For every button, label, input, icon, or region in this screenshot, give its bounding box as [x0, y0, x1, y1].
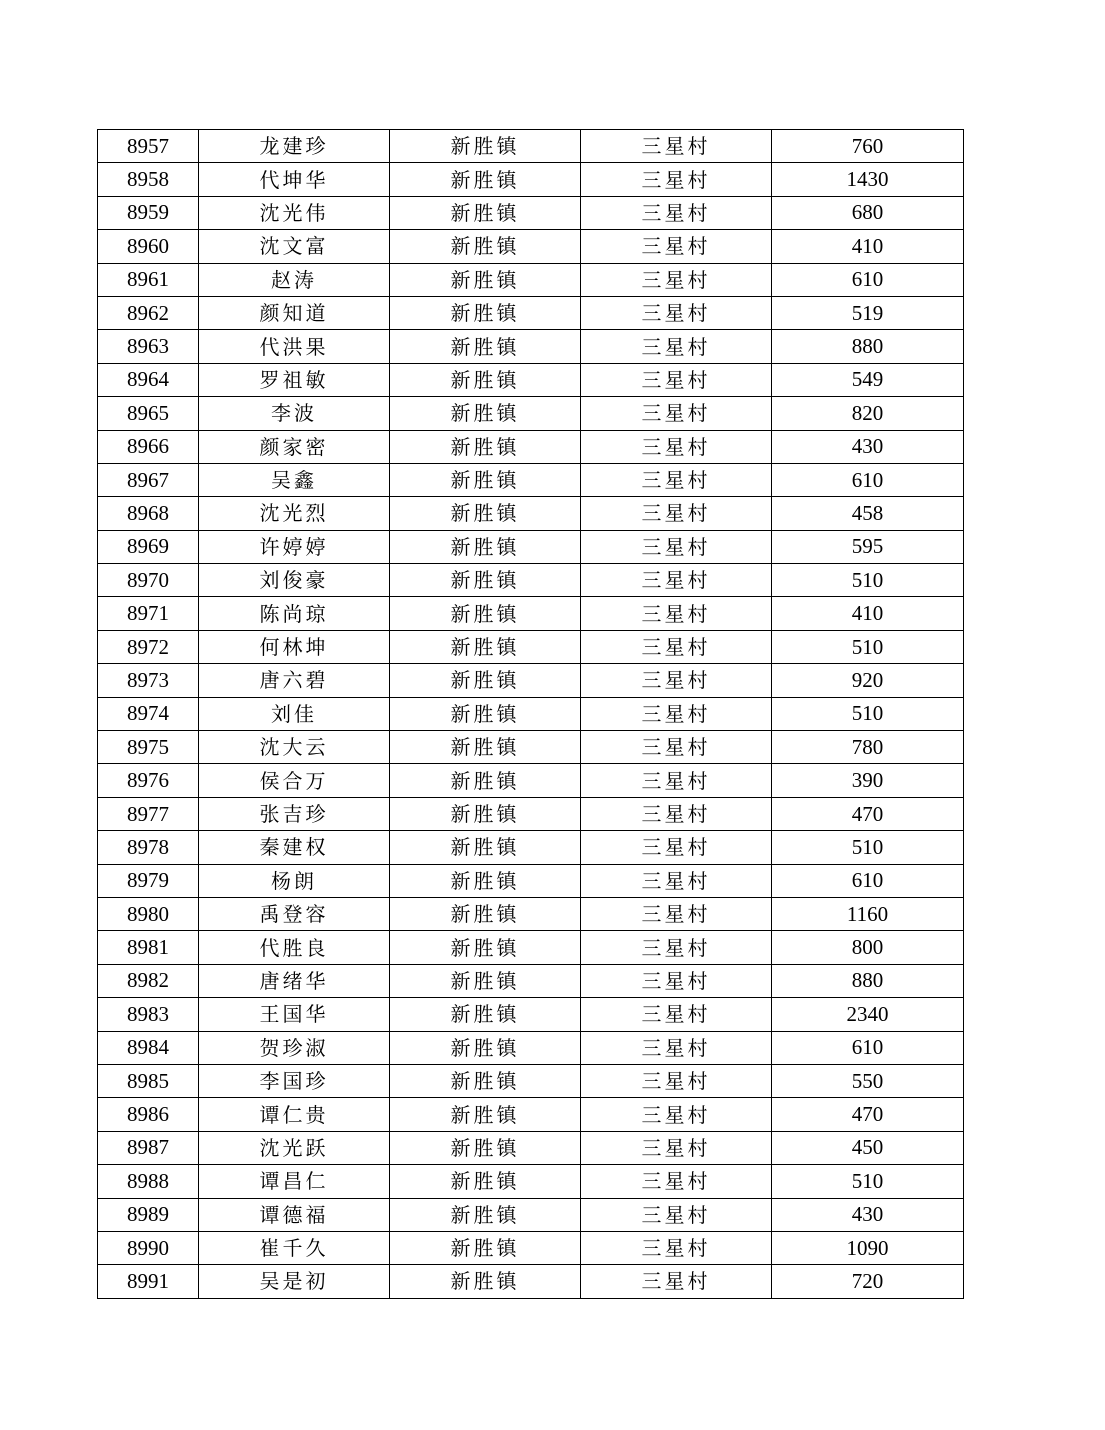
- person-name-cell: 贺珍淑: [199, 1031, 390, 1064]
- table-row: [98, 1198, 964, 1231]
- amount-cell: 450: [772, 1131, 964, 1164]
- amount-cell: 430: [772, 1198, 964, 1231]
- village-cell: 三星村: [581, 263, 772, 296]
- record-id-cell: 8990: [98, 1231, 199, 1264]
- record-id-cell: 8967: [98, 463, 199, 496]
- village-cell: 三星村: [581, 897, 772, 930]
- records-table: [97, 129, 964, 1299]
- village-cell: 三星村: [581, 363, 772, 396]
- amount-cell: 510: [772, 630, 964, 663]
- person-name-cell: 代洪果: [199, 330, 390, 363]
- town-cell: 新胜镇: [390, 1131, 581, 1164]
- record-id-cell: 8981: [98, 931, 199, 964]
- village-cell: 三星村: [581, 597, 772, 630]
- town-cell: 新胜镇: [390, 864, 581, 897]
- person-name-cell: 沈光跃: [199, 1131, 390, 1164]
- person-name-cell: 唐六碧: [199, 664, 390, 697]
- table-row: [98, 230, 964, 263]
- table-row: [98, 463, 964, 496]
- town-cell: 新胜镇: [390, 1265, 581, 1298]
- table-row: [98, 964, 964, 997]
- town-cell: 新胜镇: [390, 964, 581, 997]
- table-row: [98, 564, 964, 597]
- table-row: [98, 397, 964, 430]
- record-id-cell: 8966: [98, 430, 199, 463]
- record-id-cell: 8971: [98, 597, 199, 630]
- amount-cell: 510: [772, 697, 964, 730]
- town-cell: 新胜镇: [390, 397, 581, 430]
- person-name-cell: 何林坤: [199, 630, 390, 663]
- record-id-cell: 8964: [98, 363, 199, 396]
- town-cell: 新胜镇: [390, 497, 581, 530]
- amount-cell: 610: [772, 463, 964, 496]
- person-name-cell: 杨朗: [199, 864, 390, 897]
- village-cell: 三星村: [581, 1165, 772, 1198]
- table-row: [98, 330, 964, 363]
- amount-cell: 410: [772, 597, 964, 630]
- town-cell: 新胜镇: [390, 897, 581, 930]
- town-cell: 新胜镇: [390, 430, 581, 463]
- town-cell: 新胜镇: [390, 330, 581, 363]
- town-cell: 新胜镇: [390, 831, 581, 864]
- table-row: [98, 630, 964, 663]
- town-cell: 新胜镇: [390, 196, 581, 229]
- village-cell: 三星村: [581, 731, 772, 764]
- village-cell: 三星村: [581, 463, 772, 496]
- village-cell: 三星村: [581, 196, 772, 229]
- person-name-cell: 颜知道: [199, 296, 390, 329]
- table-row: [98, 530, 964, 563]
- records-table-body: [98, 130, 964, 1299]
- amount-cell: 510: [772, 831, 964, 864]
- table-row: [98, 1064, 964, 1097]
- village-cell: 三星村: [581, 530, 772, 563]
- village-cell: 三星村: [581, 998, 772, 1031]
- record-id-cell: 8982: [98, 964, 199, 997]
- record-id-cell: 8961: [98, 263, 199, 296]
- town-cell: 新胜镇: [390, 664, 581, 697]
- village-cell: 三星村: [581, 1131, 772, 1164]
- person-name-cell: 谭仁贵: [199, 1098, 390, 1131]
- village-cell: 三星村: [581, 1231, 772, 1264]
- amount-cell: 1090: [772, 1231, 964, 1264]
- town-cell: 新胜镇: [390, 998, 581, 1031]
- amount-cell: 800: [772, 931, 964, 964]
- record-id-cell: 8962: [98, 296, 199, 329]
- village-cell: 三星村: [581, 1098, 772, 1131]
- amount-cell: 510: [772, 564, 964, 597]
- person-name-cell: 谭昌仁: [199, 1165, 390, 1198]
- record-id-cell: 8970: [98, 564, 199, 597]
- amount-cell: 470: [772, 1098, 964, 1131]
- table-row: [98, 1131, 964, 1164]
- village-cell: 三星村: [581, 864, 772, 897]
- record-id-cell: 8977: [98, 797, 199, 830]
- record-id-cell: 8960: [98, 230, 199, 263]
- table-row: [98, 497, 964, 530]
- person-name-cell: 刘俊豪: [199, 564, 390, 597]
- person-name-cell: 谭德福: [199, 1198, 390, 1231]
- person-name-cell: 王国华: [199, 998, 390, 1031]
- town-cell: 新胜镇: [390, 1165, 581, 1198]
- town-cell: 新胜镇: [390, 463, 581, 496]
- town-cell: 新胜镇: [390, 697, 581, 730]
- town-cell: 新胜镇: [390, 597, 581, 630]
- amount-cell: 880: [772, 330, 964, 363]
- amount-cell: 880: [772, 964, 964, 997]
- person-name-cell: 禹登容: [199, 897, 390, 930]
- person-name-cell: 代胜良: [199, 931, 390, 964]
- person-name-cell: 沈光烈: [199, 497, 390, 530]
- table-row: [98, 1098, 964, 1131]
- village-cell: 三星村: [581, 564, 772, 597]
- table-row: [98, 130, 964, 163]
- amount-cell: 430: [772, 430, 964, 463]
- record-id-cell: 8979: [98, 864, 199, 897]
- village-cell: 三星村: [581, 697, 772, 730]
- table-row: [98, 1265, 964, 1298]
- village-cell: 三星村: [581, 330, 772, 363]
- village-cell: 三星村: [581, 1198, 772, 1231]
- amount-cell: 610: [772, 1031, 964, 1064]
- village-cell: 三星村: [581, 664, 772, 697]
- amount-cell: 595: [772, 530, 964, 563]
- table-row: [98, 196, 964, 229]
- amount-cell: 510: [772, 1165, 964, 1198]
- person-name-cell: 张吉珍: [199, 797, 390, 830]
- record-id-cell: 8988: [98, 1165, 199, 1198]
- table-row: [98, 163, 964, 196]
- amount-cell: 1160: [772, 897, 964, 930]
- amount-cell: 820: [772, 397, 964, 430]
- village-cell: 三星村: [581, 764, 772, 797]
- record-id-cell: 8978: [98, 831, 199, 864]
- person-name-cell: 李波: [199, 397, 390, 430]
- record-id-cell: 8974: [98, 697, 199, 730]
- person-name-cell: 吴是初: [199, 1265, 390, 1298]
- table-row: [98, 1031, 964, 1064]
- village-cell: 三星村: [581, 797, 772, 830]
- table-row: [98, 998, 964, 1031]
- town-cell: 新胜镇: [390, 1064, 581, 1097]
- record-id-cell: 8957: [98, 130, 199, 163]
- amount-cell: 680: [772, 196, 964, 229]
- town-cell: 新胜镇: [390, 731, 581, 764]
- record-id-cell: 8976: [98, 764, 199, 797]
- amount-cell: 760: [772, 130, 964, 163]
- village-cell: 三星村: [581, 964, 772, 997]
- town-cell: 新胜镇: [390, 630, 581, 663]
- record-id-cell: 8963: [98, 330, 199, 363]
- amount-cell: 519: [772, 296, 964, 329]
- amount-cell: 2340: [772, 998, 964, 1031]
- village-cell: 三星村: [581, 497, 772, 530]
- person-name-cell: 代坤华: [199, 163, 390, 196]
- table-row: [98, 263, 964, 296]
- town-cell: 新胜镇: [390, 1198, 581, 1231]
- table-row: [98, 363, 964, 396]
- amount-cell: 920: [772, 664, 964, 697]
- person-name-cell: 沈大云: [199, 731, 390, 764]
- table-row: [98, 831, 964, 864]
- person-name-cell: 颜家密: [199, 430, 390, 463]
- amount-cell: 780: [772, 731, 964, 764]
- person-name-cell: 崔千久: [199, 1231, 390, 1264]
- amount-cell: 410: [772, 230, 964, 263]
- town-cell: 新胜镇: [390, 931, 581, 964]
- town-cell: 新胜镇: [390, 263, 581, 296]
- record-id-cell: 8973: [98, 664, 199, 697]
- record-id-cell: 8987: [98, 1131, 199, 1164]
- record-id-cell: 8959: [98, 196, 199, 229]
- record-id-cell: 8958: [98, 163, 199, 196]
- person-name-cell: 赵涛: [199, 263, 390, 296]
- person-name-cell: 侯合万: [199, 764, 390, 797]
- record-id-cell: 8969: [98, 530, 199, 563]
- person-name-cell: 唐绪华: [199, 964, 390, 997]
- village-cell: 三星村: [581, 163, 772, 196]
- amount-cell: 610: [772, 263, 964, 296]
- table-row: [98, 664, 964, 697]
- person-name-cell: 吴鑫: [199, 463, 390, 496]
- amount-cell: 549: [772, 363, 964, 396]
- village-cell: 三星村: [581, 430, 772, 463]
- record-id-cell: 8965: [98, 397, 199, 430]
- amount-cell: 458: [772, 497, 964, 530]
- table-row: [98, 296, 964, 329]
- village-cell: 三星村: [581, 296, 772, 329]
- village-cell: 三星村: [581, 397, 772, 430]
- village-cell: 三星村: [581, 130, 772, 163]
- table-row: [98, 764, 964, 797]
- town-cell: 新胜镇: [390, 296, 581, 329]
- town-cell: 新胜镇: [390, 130, 581, 163]
- person-name-cell: 秦建权: [199, 831, 390, 864]
- town-cell: 新胜镇: [390, 230, 581, 263]
- town-cell: 新胜镇: [390, 363, 581, 396]
- village-cell: 三星村: [581, 1064, 772, 1097]
- town-cell: 新胜镇: [390, 797, 581, 830]
- town-cell: 新胜镇: [390, 1098, 581, 1131]
- record-id-cell: 8986: [98, 1098, 199, 1131]
- amount-cell: 550: [772, 1064, 964, 1097]
- table-row: [98, 697, 964, 730]
- town-cell: 新胜镇: [390, 764, 581, 797]
- table-row: [98, 430, 964, 463]
- table-row: [98, 931, 964, 964]
- village-cell: 三星村: [581, 630, 772, 663]
- table-row: [98, 897, 964, 930]
- table-row: [98, 597, 964, 630]
- record-id-cell: 8983: [98, 998, 199, 1031]
- town-cell: 新胜镇: [390, 530, 581, 563]
- record-id-cell: 8980: [98, 897, 199, 930]
- amount-cell: 1430: [772, 163, 964, 196]
- record-id-cell: 8984: [98, 1031, 199, 1064]
- table-row: [98, 1231, 964, 1264]
- village-cell: 三星村: [581, 1031, 772, 1064]
- person-name-cell: 沈光伟: [199, 196, 390, 229]
- person-name-cell: 李国珍: [199, 1064, 390, 1097]
- town-cell: 新胜镇: [390, 1031, 581, 1064]
- village-cell: 三星村: [581, 230, 772, 263]
- town-cell: 新胜镇: [390, 1231, 581, 1264]
- person-name-cell: 龙建珍: [199, 130, 390, 163]
- person-name-cell: 陈尚琼: [199, 597, 390, 630]
- record-id-cell: 8972: [98, 630, 199, 663]
- amount-cell: 470: [772, 797, 964, 830]
- village-cell: 三星村: [581, 931, 772, 964]
- village-cell: 三星村: [581, 831, 772, 864]
- town-cell: 新胜镇: [390, 564, 581, 597]
- person-name-cell: 刘佳: [199, 697, 390, 730]
- person-name-cell: 沈文富: [199, 230, 390, 263]
- record-id-cell: 8991: [98, 1265, 199, 1298]
- amount-cell: 720: [772, 1265, 964, 1298]
- record-id-cell: 8968: [98, 497, 199, 530]
- table-row: [98, 1165, 964, 1198]
- person-name-cell: 许婷婷: [199, 530, 390, 563]
- amount-cell: 390: [772, 764, 964, 797]
- record-id-cell: 8985: [98, 1064, 199, 1097]
- person-name-cell: 罗祖敏: [199, 363, 390, 396]
- table-row: [98, 731, 964, 764]
- amount-cell: 610: [772, 864, 964, 897]
- record-id-cell: 8975: [98, 731, 199, 764]
- village-cell: 三星村: [581, 1265, 772, 1298]
- table-row: [98, 864, 964, 897]
- town-cell: 新胜镇: [390, 163, 581, 196]
- record-id-cell: 8989: [98, 1198, 199, 1231]
- table-row: [98, 797, 964, 830]
